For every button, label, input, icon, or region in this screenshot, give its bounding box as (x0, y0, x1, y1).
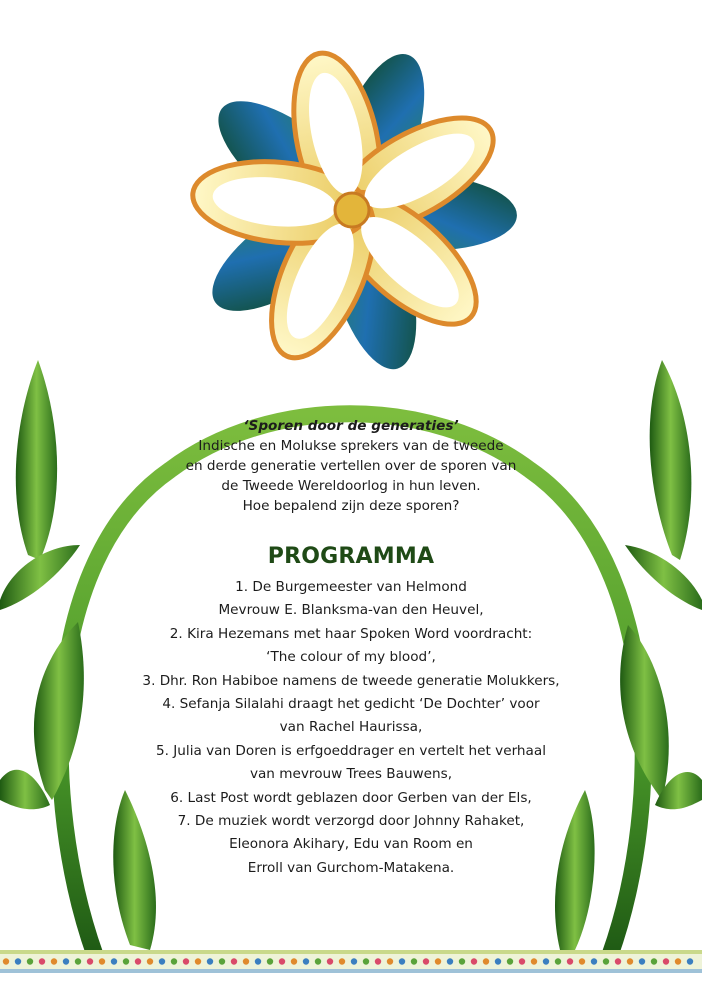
program-heading: PROGRAMMA (267, 544, 435, 569)
border-dot (207, 958, 213, 964)
leaf-icon (16, 360, 57, 560)
leaf-icon (34, 622, 84, 800)
flower-center (335, 193, 369, 227)
border-dot (675, 958, 681, 964)
program-line: van mevrouw Trees Bauwens, (249, 766, 453, 783)
border-dot (27, 958, 33, 964)
border-dot (3, 958, 9, 964)
border-pattern (0, 950, 702, 973)
program-line: 1. De Burgemeester van Helmond (235, 579, 467, 595)
border-dot (63, 958, 69, 964)
border-dot (51, 958, 57, 964)
border-dot (363, 958, 369, 964)
border-dot (183, 958, 189, 964)
leaf-icon (650, 360, 692, 560)
border-dot (231, 958, 237, 964)
program-line: 2. Kira Hezemans met haar Spoken Word voordracht: (169, 625, 533, 642)
intro-line: en derde generatie vertellen over de sporen van (185, 458, 517, 474)
border-dot (495, 958, 501, 964)
border-dot (123, 958, 129, 964)
border-dot (279, 958, 285, 964)
program-list (100, 576, 602, 880)
border-dot (459, 958, 465, 964)
border-dot (171, 958, 177, 964)
border-dot (663, 958, 669, 964)
border-dot (243, 958, 249, 964)
program-line: Mevrouw E. Blanksma-van den Heuvel, (218, 602, 484, 619)
intro-block (100, 416, 602, 516)
border-dot (147, 958, 153, 964)
border-dot (567, 958, 573, 964)
leaf-icon (625, 545, 702, 610)
border-dot (87, 958, 93, 964)
border-dot (507, 958, 513, 964)
border-dot (351, 958, 357, 964)
border-dot (135, 958, 141, 964)
border-dot (471, 958, 477, 964)
program-line: Erroll van Gurchom-Matakena. (247, 859, 455, 876)
border-dot (255, 958, 261, 964)
border-dot (687, 958, 693, 964)
border-dot (651, 958, 657, 964)
border-dot (555, 958, 561, 964)
border-dot (591, 958, 597, 964)
program-line: 3. Dhr. Ron Habiboe namens de tweede generatie Molukkers, (142, 672, 560, 689)
intro-line: de Tweede Wereldoorlog in hun leven. (221, 478, 481, 494)
intro-line: Hoe bepalend zijn deze sporen? (242, 498, 460, 514)
flower-icon (189, 42, 519, 379)
program-line: 5. Julia van Doren is erfgoeddrager en vertelt het verhaal (156, 742, 546, 759)
border-dot (219, 958, 225, 964)
border-dot (99, 958, 105, 964)
border-dot (375, 958, 381, 964)
border-dot (291, 958, 297, 964)
border-dot (315, 958, 321, 964)
border-dot (387, 958, 393, 964)
border-dot (579, 958, 585, 964)
border-dot (75, 958, 81, 964)
border-dot (327, 958, 333, 964)
program-line: van Rachel Haurissa, (279, 719, 423, 736)
border-dot (339, 958, 345, 964)
border-dot (543, 958, 549, 964)
program-line: 6. Last Post wordt geblazen door Gerben van der Els, (170, 789, 532, 806)
border-dot (159, 958, 165, 964)
event-subtitle: ‘Sporen door de generaties’ (243, 418, 459, 434)
border-dot (15, 958, 21, 964)
border-dot (411, 958, 417, 964)
program-line: ‘The colour of my blood’, (266, 649, 436, 666)
border-dot (195, 958, 201, 964)
border-dot (111, 958, 117, 964)
border-dot (483, 958, 489, 964)
border-dot (615, 958, 621, 964)
border-dot (627, 958, 633, 964)
border-dot (39, 958, 45, 964)
program-line: 7. De muziek wordt verzorgd door Johnny Rahaket, (177, 813, 525, 830)
border-dot (639, 958, 645, 964)
border-dot (603, 958, 609, 964)
border-dot (519, 958, 525, 964)
program-line: 4. Sefanja Silalahi draagt het gedicht ‘De Dochter’ voor (162, 696, 540, 713)
border-dot (531, 958, 537, 964)
border-dot (267, 958, 273, 964)
intro-line: Indische en Molukse sprekers van de tweede (198, 438, 504, 454)
border-dot (399, 958, 405, 964)
border-dot (423, 958, 429, 964)
border-dot (303, 958, 309, 964)
program-line: Eleonora Akihary, Edu van Room en (229, 836, 473, 853)
border-dot (435, 958, 441, 964)
border-dot (447, 958, 453, 964)
